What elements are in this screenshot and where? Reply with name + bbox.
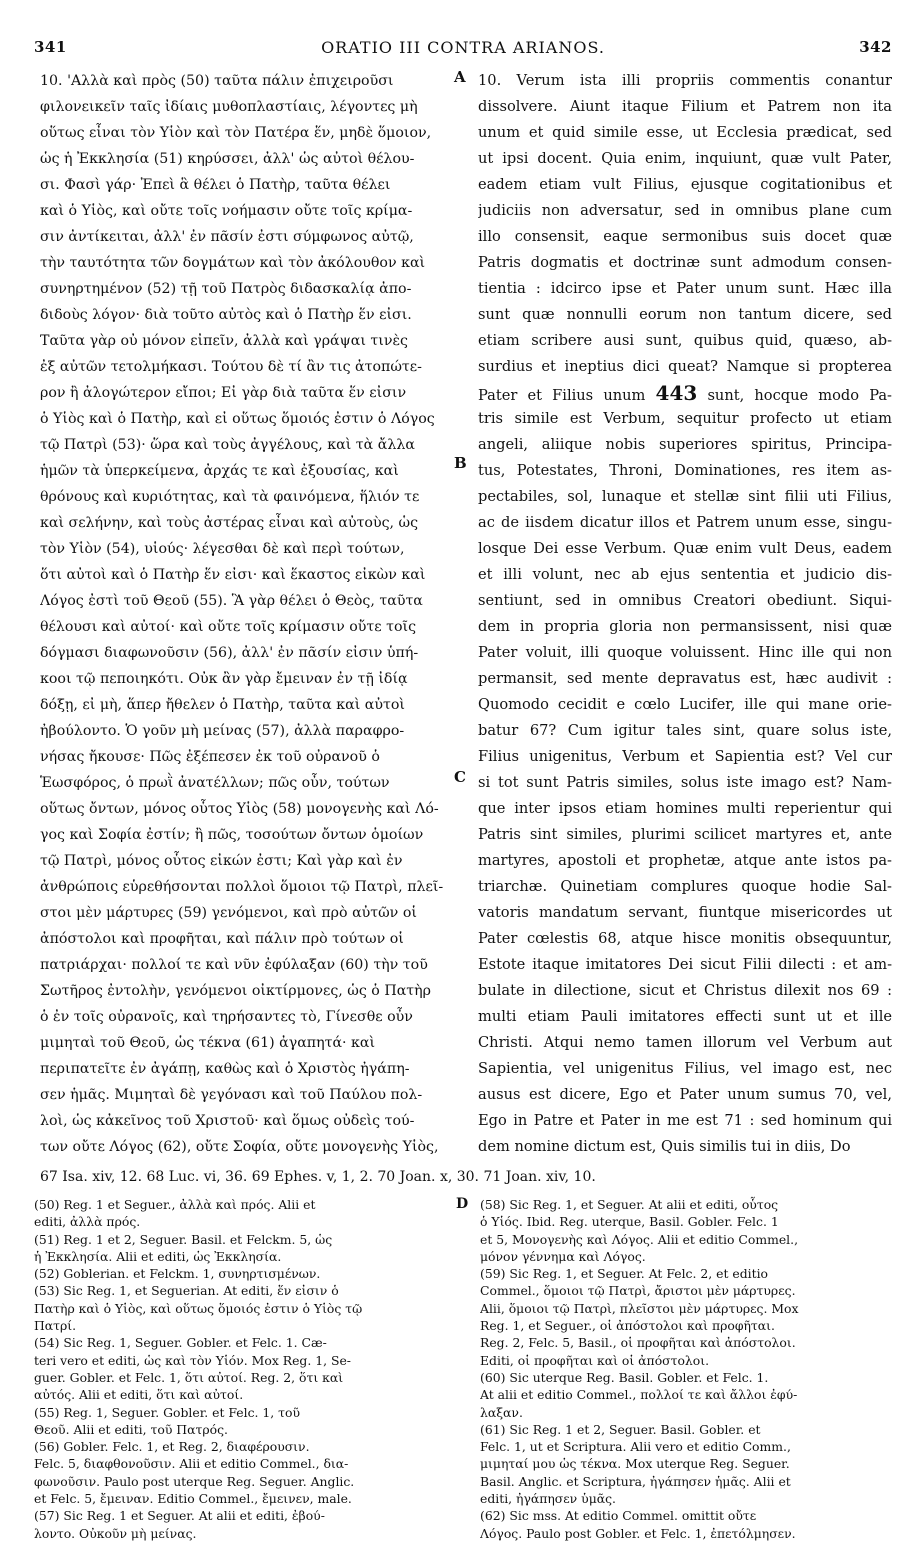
greek-text-line: γος καὶ Σοφία ἐστίν; ἢ πῶς, τοσούτων ὄντων ὁμοίων	[40, 827, 424, 843]
latin-text-line: ac de iisdem dicatur illos et Patrem unum esse, singu-	[478, 514, 892, 531]
greek-text-line: οὕτως εἶναι τὸν Υἱὸν καὶ τὸν Πατέρα ἕν, μηδὲ ὅμοιον,	[40, 125, 432, 141]
critical-note-line: Felc. 5, διαφθονοῦσιν. Alii et editio Commel., δια-	[34, 1456, 349, 1472]
critical-note-line: (54) Sic Reg. 1, Seguer. Gobler. et Felc. 1. Cæ-	[34, 1335, 327, 1351]
greek-text-line: λοὶ, ὡς κἀκεῖνος τοῦ Χριστοῦ· καὶ ὅμως οὐδεὶς τού-	[40, 1113, 415, 1129]
latin-text-line: sunt quæ nonnulli eorum non tantum dicere, sed	[478, 306, 892, 323]
latin-text-line: dissolvere. Aiunt itaque Filium et Patrem non ita	[478, 98, 892, 115]
latin-text-line: Pater et Filius unum 443 sunt, hocque modo Pa-	[478, 381, 892, 405]
greek-text-line: ὡς ἡ Ἐκκλησία (51) κηρύσσει, ἀλλ' ὡς αὐτοὶ θέλου-	[40, 151, 415, 167]
critical-note-line: (56) Gobler. Felc. 1, et Reg. 2, διαφέρουσιν.	[34, 1439, 310, 1455]
greek-text-line: ἡμῶν τὰ ὑπερκείμενα, ἀρχάς τε καὶ ἐξουσίας, καὶ	[40, 463, 399, 479]
folio-number: 443	[655, 381, 698, 405]
greek-text-line: πατριάρχαι· πολλοί τε καὶ νῦν ἐφύλαξαν (60) τὴν τοῦ	[40, 957, 428, 973]
latin-text-line: Quomodo cecidit e cœlo Lucifer, ille qui mane orie-	[478, 696, 892, 713]
greek-text-line: μιμηταὶ τοῦ Θεοῦ, ὡς τέκνα (61) ἀγαπητά· καὶ	[40, 1035, 376, 1051]
latin-text-line: Patris dogmatis et doctrinæ sunt admodum consen-	[478, 254, 892, 271]
latin-text-line: eadem etiam vult Filius, ejusque cogitationibus et	[478, 176, 892, 193]
latin-text-line: multi etiam Pauli imitatores effecti sunt ut et ille	[478, 1008, 892, 1025]
greek-text-line: στοι μὲν μάρτυρες (59) γενόμενοι, καὶ πρὸ αὐτῶν οἱ	[40, 905, 417, 921]
greek-text-line: σεν ἡμᾶς. Μιμηταὶ δὲ γεγόνασι καὶ τοῦ Παύλου πολ-	[40, 1087, 423, 1103]
latin-text-line: Ego in Patre et Pater in me est 71 : sed hominum qui	[478, 1112, 892, 1129]
greek-text-line: τῷ Πατρὶ, μόνος οὗτος εἰκών ἐστι; Καὶ γὰρ καὶ ἐν	[40, 853, 403, 869]
greek-text-line: κοοι τῷ πεποιηκότι. Οὐκ ἂν γὰρ ἔμειναν ἐν τῇ ἰδίᾳ	[40, 671, 408, 687]
latin-text-line: triarchæ. Quinetiam complures quoque hodie Sal-	[478, 878, 892, 895]
latin-text-line: Filius unigenitus, Verbum et Sapientia est? Vel cur	[478, 748, 892, 765]
critical-note-line: (61) Sic Reg. 1 et 2, Seguer. Basil. Gobler. et	[480, 1421, 761, 1437]
page-number-left: 341	[34, 38, 67, 56]
column-marker-d: D	[456, 1196, 469, 1212]
latin-text-line: unum et quid simile esse, ut Ecclesia prædicat, sed	[478, 124, 892, 141]
greek-text-line: ἀπόστολοι καὶ προφῆται, καὶ πάλιν πρὸ τούτων οἱ	[40, 931, 404, 947]
critical-note-line: Λόγος. Paulo post Gobler. et Felc. 1, ἐπετόλμησεν.	[480, 1525, 796, 1541]
greek-text-line: καὶ ὁ Υἱὸς, καὶ οὔτε τοῖς νοήμασιν οὔτε τοῖς κρίμα-	[40, 203, 413, 219]
greek-text-line: των οὔτε Λόγος (62), οὔτε Σοφία, οὔτε μονογενὴς Υἱὸς,	[40, 1139, 439, 1155]
greek-text-line: Ταῦτα γὰρ οὐ μόνον εἰπεῖν, ἀλλὰ καὶ γράψαι τινὲς	[40, 333, 409, 349]
critical-note-line: Alii, ὅμοιοι τῷ Πατρὶ, πλεῖστοι μὲν μάρτυρες. Mox	[480, 1300, 799, 1316]
column-marker-b: B	[454, 454, 467, 472]
greek-text-column	[40, 68, 458, 1160]
latin-text-line: etiam scribere ausi sunt, quibus quid, quæso, ab-	[478, 332, 892, 349]
greek-text-line: Λόγος ἐστὶ τοῦ Θεοῦ (55). Ἃ γὰρ θέλει ὁ Θεὸς, ταῦτα	[40, 593, 423, 609]
latin-text-line: Christi. Atqui nemo tamen illorum vel Verbum aut	[478, 1034, 892, 1051]
critical-note-line: λοντο. Οὐκοῦν μὴ μείνας.	[34, 1525, 197, 1541]
greek-text-line: περιπατεῖτε ἐν ἀγάπῃ, καθὼς καὶ ὁ Χριστὸς ἠγάπη-	[40, 1061, 410, 1077]
latin-text-line: martyres, apostoli et prophetæ, atque ante istos pa-	[478, 852, 892, 869]
greek-text-line: δόγμασι διαφωνοῦσιν (56), ἀλλ' ἐν πᾶσίν εἰσιν ὑπή-	[40, 645, 419, 661]
greek-text-line: καὶ σελήνην, καὶ τοὺς ἀστέρας εἶναι καὶ αὐτοὺς, ὡς	[40, 515, 419, 531]
latin-text-line: que inter ipsos etiam homines multi reperientur qui	[478, 800, 892, 817]
latin-text-line: losque Dei esse Verbum. Quæ enim vult Deus, eadem	[478, 540, 892, 557]
latin-text-line: ut ipsi docent. Quia enim, inquiunt, quæ vult Pater,	[478, 150, 892, 167]
latin-text-line: Sapientia, vel unigenitus Filius, vel imago est, nec	[478, 1060, 892, 1077]
critical-note-line: Πατρί.	[34, 1318, 77, 1334]
critical-note-line: (57) Sic Reg. 1 et Seguer. At alii et editi, ἐβού-	[34, 1508, 325, 1524]
latin-text-line: Patris sint similes, plurimi scilicet martyres et, ante	[478, 826, 892, 843]
critical-note-line: Πατὴρ καὶ ὁ Υἱὸς, καὶ οὕτως ὅμοιός ἐστιν ὁ Υἱὸς τῷ	[34, 1300, 363, 1316]
critical-note-line: μόνον γέννημα καὶ Λόγος.	[480, 1248, 646, 1264]
page-number-right: 342	[859, 38, 892, 56]
critical-note-line: (52) Goblerian. et Felckm. 1, συνηρτισμένων.	[34, 1266, 321, 1282]
critical-note-line: At alii et editio Commel., πολλοί τε καὶ ἄλλοι ἐφύ-	[480, 1387, 798, 1403]
critical-note-line: μιμηταί μου ὡς τέκνα. Mox uterque Reg. Seguer.	[480, 1456, 790, 1472]
latin-text-line: si tot sunt Patris similes, solus iste imago est? Nam-	[478, 774, 892, 791]
greek-text-line: φιλονεικεῖν ταῖς ἰδίαις μυθοπλαστίαις, λέγοντες μὴ	[40, 99, 418, 115]
critical-note-line: teri vero et editi, ὡς καὶ τὸν Υἱόν. Mox Reg. 1, Se-	[34, 1352, 351, 1368]
greek-text-line: τὸν Υἱὸν (54), υἱούς· λέγεσθαι δὲ καὶ περὶ τούτων,	[40, 541, 405, 557]
critical-note-line: λαξαν.	[480, 1404, 523, 1420]
latin-text-line: et illi volunt, nec ab ejus sententia et judicio dis-	[478, 566, 892, 583]
critical-notes-right	[480, 1196, 892, 1542]
column-marker-a: A	[454, 68, 466, 86]
critical-note-line: φωνοῦσιν. Paulo post uterque Reg. Seguer. Anglic.	[34, 1473, 355, 1489]
greek-text-line: διδοὺς λόγον· διὰ τοῦτο αὐτὸς καὶ ὁ Πατὴρ ἕν εἰσι.	[40, 307, 412, 323]
critical-note-line: (60) Sic uterque Reg. Basil. Gobler. et Felc. 1.	[480, 1369, 769, 1385]
greek-text-line: δόξῃ, εἰ μὴ, ἅπερ ἤθελεν ὁ Πατὴρ, ταῦτα καὶ αὐτοὶ	[40, 697, 405, 713]
greek-text-line: νήσας ἤκουσε· Πῶς ἐξέπεσεν ἐκ τοῦ οὐρανοῦ ὁ	[40, 749, 380, 765]
critical-note-line: Reg. 1, et Seguer., οἱ ἀπόστολοι καὶ προφῆται.	[480, 1318, 775, 1334]
critical-note-line: (58) Sic Reg. 1, et Seguer. At alii et editi, οὗτος	[480, 1197, 779, 1212]
latin-text-line: pectabiles, sol, lunaque et stellæ sint filii uti Filius,	[478, 488, 892, 505]
greek-text-line: ἐξ αὐτῶν τετολμήκασι. Τούτου δὲ τί ἂν τις ἀτοπώτε-	[40, 359, 422, 375]
critical-note-line: Commel., ὅμοιοι τῷ Πατρὶ, ἄριστοι μὲν μάρτυρες.	[480, 1283, 796, 1299]
greek-text-line: τὴν ταυτότητα τῶν δογμάτων καὶ τὸν ἀκόλουθον καὶ	[40, 255, 426, 271]
latin-text-line: Pater cœlestis 68, atque hisce monitis obsequuntur,	[478, 930, 892, 947]
latin-text-line: tris simile est Verbum, sequitur profecto ut etiam	[478, 410, 892, 427]
critical-note-line: Basil. Anglic. et Scriptura, ἠγάπησεν ἡμᾶς. Alii et	[480, 1473, 791, 1489]
critical-notes-left	[34, 1196, 454, 1542]
critical-note-line: (51) Reg. 1 et 2, Seguer. Basil. et Felckm. 5, ὡς	[34, 1231, 333, 1247]
page-title: ORATIO III CONTRA ARIANOS.	[321, 38, 605, 57]
critical-note-line: αὐτός. Alii et editi, ὅτι καὶ αὐτοί.	[34, 1387, 244, 1403]
greek-text-line: θέλουσι καὶ αὐτοί· καὶ οὔτε τοῖς κρίμασιν οὔτε τοῖς	[40, 619, 417, 635]
critical-note-line: Felc. 1, ut et Scriptura. Alii vero et editio Comm.,	[480, 1439, 791, 1455]
latin-text-line: sentiunt, sed in omnibus Creatori obediunt. Siqui-	[478, 592, 892, 609]
latin-text-line: tus, Potestates, Throni, Dominationes, res item as-	[478, 462, 892, 479]
greek-text-line: 10. 'Αλλὰ καὶ πρὸς (50) ταῦτα πάλιν ἐπιχειροῦσι	[40, 73, 394, 89]
greek-text-line: τῷ Πατρὶ (53)· ὥρα καὶ τοὺς ἀγγέλους, καὶ τὰ ἄλλα	[40, 437, 415, 453]
latin-text-line: angeli, aliique nobis superiores spiritus, Principa-	[478, 436, 892, 453]
critical-note-line: Reg. 2, Felc. 5, Basil., οἱ προφῆται καὶ ἀπόστολοι.	[480, 1335, 796, 1351]
latin-text-line: illo consensit, eaque sermonibus suis docet quæ	[478, 228, 892, 245]
latin-text-line: ausus est dicere, Ego et Pater unum sumus 70, vel,	[478, 1086, 892, 1103]
greek-text-line: ὁ Υἱὸς καὶ ὁ Πατὴρ, καὶ εἰ οὕτως ὅμοιός ἐστιν ὁ Λόγος	[40, 411, 435, 427]
latin-text-line: tientia : idcirco ipse et Pater unum sunt. Hæc illa	[478, 280, 892, 297]
critical-note-line: (59) Sic Reg. 1, et Seguer. At Felc. 2, et editio	[480, 1266, 769, 1282]
critical-note-line: (53) Sic Reg. 1, et Seguerian. At editi, ἕν εἰσιν ὁ	[34, 1283, 339, 1299]
critical-note-line: et 5, Μονογενὴς καὶ Λόγος. Alii et editio Commel.,	[480, 1231, 799, 1247]
critical-note-line: editi, ἀλλὰ πρός.	[34, 1214, 141, 1230]
latin-text-line: dem in propria gloria non permansissent, nisi quæ	[478, 618, 892, 635]
greek-text-line: Σωτῆρος ἐντολὴν, γενόμενοι οἰκτίρμονες, ὡς ὁ Πατὴρ	[40, 983, 432, 999]
running-head	[34, 38, 892, 64]
greek-text-line: οὕτως ὄντων, μόνος οὗτος Υἱὸς (58) μονογενὴς καὶ Λό-	[40, 801, 439, 817]
latin-text-line: vatoris mandatum servant, fiuntque misericordes ut	[478, 904, 892, 921]
critical-note-line: ἡ Ἐκκλησία. Alii et editi, ὡς Ἐκκλησία.	[34, 1248, 282, 1264]
critical-note-line: Editi, οἱ προφῆται καὶ οἱ ἀπόστολοι.	[480, 1352, 710, 1368]
latin-text-line: dem nomine dictum est, Quis similis tui in diis, Do	[478, 1138, 851, 1155]
latin-text-line: permansit, sed mente depravatus est, hæc audivit :	[478, 670, 892, 687]
greek-text-line: Ἑωσφόρος, ὁ πρωῒ ἀνατέλλων; πῶς οὖν, τούτων	[40, 775, 390, 791]
greek-text-line: σιν ἀντίκειται, ἀλλ' ἐν πᾶσίν ἐστι σύμφωνος αὐτῷ,	[40, 229, 414, 245]
latin-text-line: Estote itaque imitatores Dei sicut Filii dilecti : et am-	[478, 956, 892, 973]
critical-note-line: et Felc. 5, ἔμειναν. Editio Commel., ἔμεινεν, male.	[34, 1491, 352, 1507]
latin-text-line: 10. Verum ista illi propriis commentis conantur	[478, 72, 892, 89]
greek-text-line: ὁ ἐν τοῖς οὐρανοῖς, καὶ τηρήσαντες τὸ, Γίνεσθε οὖν	[40, 1009, 413, 1025]
critical-note-line: (55) Reg. 1, Seguer. Gobler. et Felc. 1, τοῦ	[34, 1404, 301, 1420]
critical-note-line: (50) Reg. 1 et Seguer., ἀλλὰ καὶ πρός. Alii et	[34, 1197, 316, 1212]
greek-text-line: θρόνους καὶ κυριότητας, καὶ τὰ φαινόμενα, ἥλιόν τε	[40, 489, 420, 505]
latin-text-line: Pater voluit, illi quoque voluissent. Hinc ille qui non	[478, 644, 892, 661]
greek-text-line: σι. Φασὶ γάρ· Ἐπεὶ ἃ θέλει ὁ Πατὴρ, ταῦτα θέλει	[40, 177, 391, 193]
column-marker-c: C	[454, 768, 466, 786]
latin-text-column	[478, 68, 892, 1160]
critical-note-line: editi, ἠγάπησεν ὑμᾶς.	[480, 1491, 616, 1507]
greek-text-line: ὅτι αὐτοὶ καὶ ὁ Πατὴρ ἕν εἰσι· καὶ ἕκαστος εἰκὼν καὶ	[40, 567, 426, 583]
greek-text-line: συνηρτημένον (52) τῇ τοῦ Πατρὸς διδασκαλίᾳ ἀπο-	[40, 281, 412, 297]
critical-note-line: Θεοῦ. Alii et editi, τοῦ Πατρός.	[34, 1421, 228, 1437]
greek-text-line: ρον ἢ ἀλογώτερον εἴποι; Εἰ γὰρ διὰ ταῦτα ἕν εἰσιν	[40, 385, 407, 401]
scripture-footnotes: 67 Isa. xiv, 12. 68 Luc. vi, 36. 69 Ephes. v, 1, 2. 70 Joan. x, 30. 71 Joan. xiv, 10.	[40, 1169, 596, 1185]
latin-text-line: batur 67? Cum igitur tales sint, quare solus iste,	[478, 722, 892, 739]
critical-note-line: ὁ Υἱός. Ibid. Reg. uterque, Basil. Gobler. Felc. 1	[480, 1214, 779, 1230]
latin-text-line: judiciis non adversatur, sed in omnibus plane cum	[478, 202, 892, 219]
greek-text-line: ἀνθρώποις εὑρεθήσονται πολλοὶ ὅμοιοι τῷ Πατρὶ, πλεῖ-	[40, 879, 444, 895]
greek-text-line: ἠβούλοντο. Ὁ γοῦν μὴ μείνας (57), ἀλλὰ παραφρο-	[40, 723, 405, 739]
critical-note-line: guer. Gobler. et Felc. 1, ὅτι αὐτοί. Reg. 2, ὅτι καὶ	[34, 1369, 344, 1385]
critical-note-line: (62) Sic mss. At editio Commel. omittit οὔτε	[480, 1508, 757, 1524]
latin-text-line: bulate in dilectione, sicut et Christus dilexit nos 69 :	[478, 982, 892, 999]
latin-text-line: surdius et ineptius dici queat? Namque si propterea	[478, 358, 892, 375]
